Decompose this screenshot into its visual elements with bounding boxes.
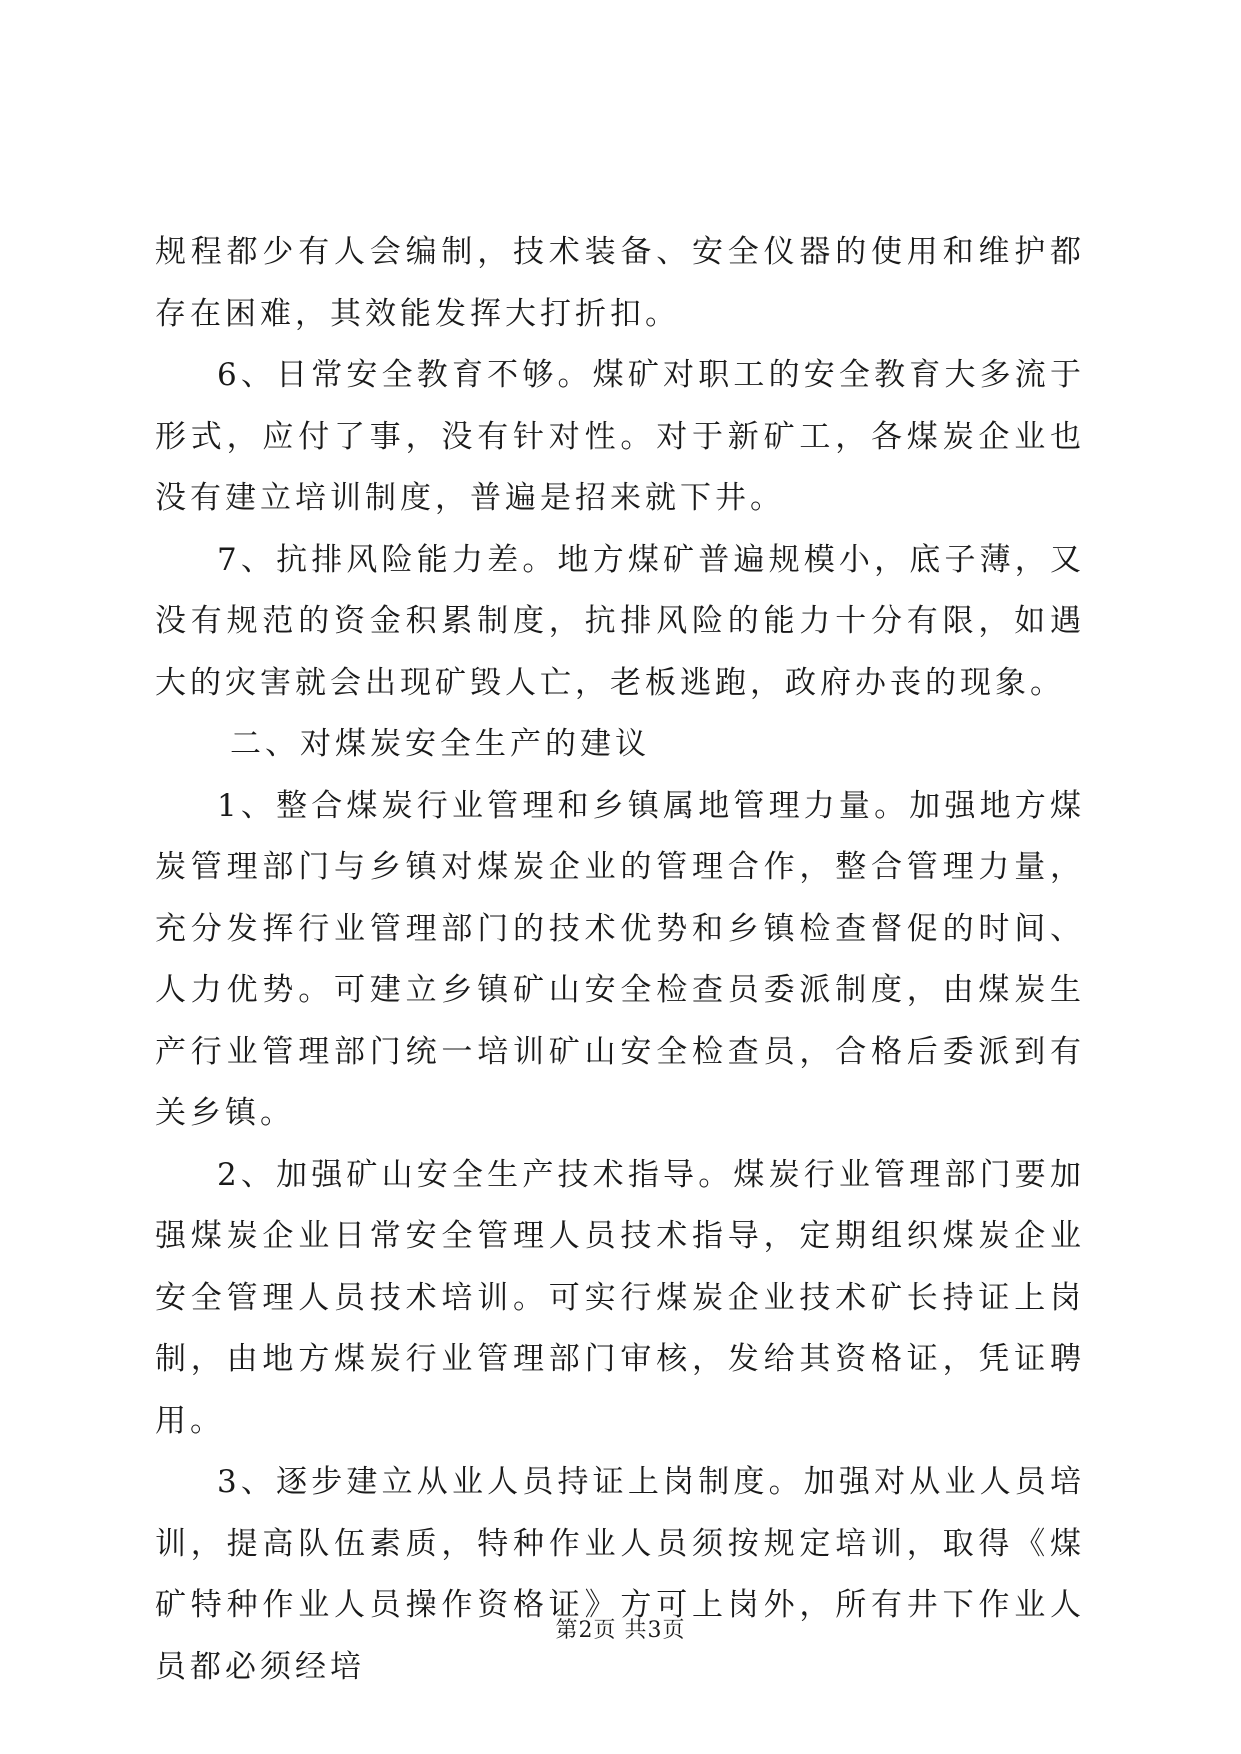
section-heading: 二、对煤炭安全生产的建议 — [230, 726, 650, 762]
paragraph-item-7: 7、抗排风险能力差。地方煤矿普遍规模小，底子薄，又没有规范的资金积累制度，抗排风险的能力十分有限，如遇大的灾害就会出现矿毁人亡，老板逃跑，政府办丧的现象。 — [155, 541, 1085, 701]
paragraph-item-6: 6、日常安全教育不够。煤矿对职工的安全教育大多流于形式，应付了事，没有针对性。对于新矿工，各煤炭企业也没有建立培训制度，普遍是招来就下井。 — [155, 357, 1085, 516]
page-number-footer: 第2页 共3页 — [555, 1618, 686, 1643]
paragraph-suggestion-2: 2、加强矿山安全生产技术指导。煤炭行业管理部门要加强煤炭企业日常安全管理人员技术指导，定期组织煤炭企业安全管理人员技术培训。可实行煤炭企业技术矿长持证上岗制，由地方煤炭行业管理部门审核，发给其资格证，凭证聘用。 — [155, 1156, 1085, 1439]
paragraph-continuation: 规程都少有人会编制，技术装备、安全仪器的使用和维护都存在困难，其效能发挥大打折扣。 — [155, 234, 1085, 332]
document-body — [155, 222, 1085, 1698]
paragraph-suggestion-3: 3、逐步建立从业人员持证上岗制度。加强对从业人员培训，提高队伍素质，特种作业人员须按规定培训，取得《煤矿特种作业人员操作资格证》方可上岗外，所有井下作业人员都必须经培 — [155, 1464, 1085, 1685]
paragraph-suggestion-1: 1、整合煤炭行业管理和乡镇属地管理力量。加强地方煤炭管理部门与乡镇对煤炭企业的管理合作，整合管理力量，充分发挥行业管理部门的技术优势和乡镇检查督促的时间、人力优势。可建立乡镇矿山安全检查员委派制度，由煤炭生产行业管理部门统一培训矿山安全检查员，合格后委派到有关乡镇。 — [155, 787, 1085, 1131]
